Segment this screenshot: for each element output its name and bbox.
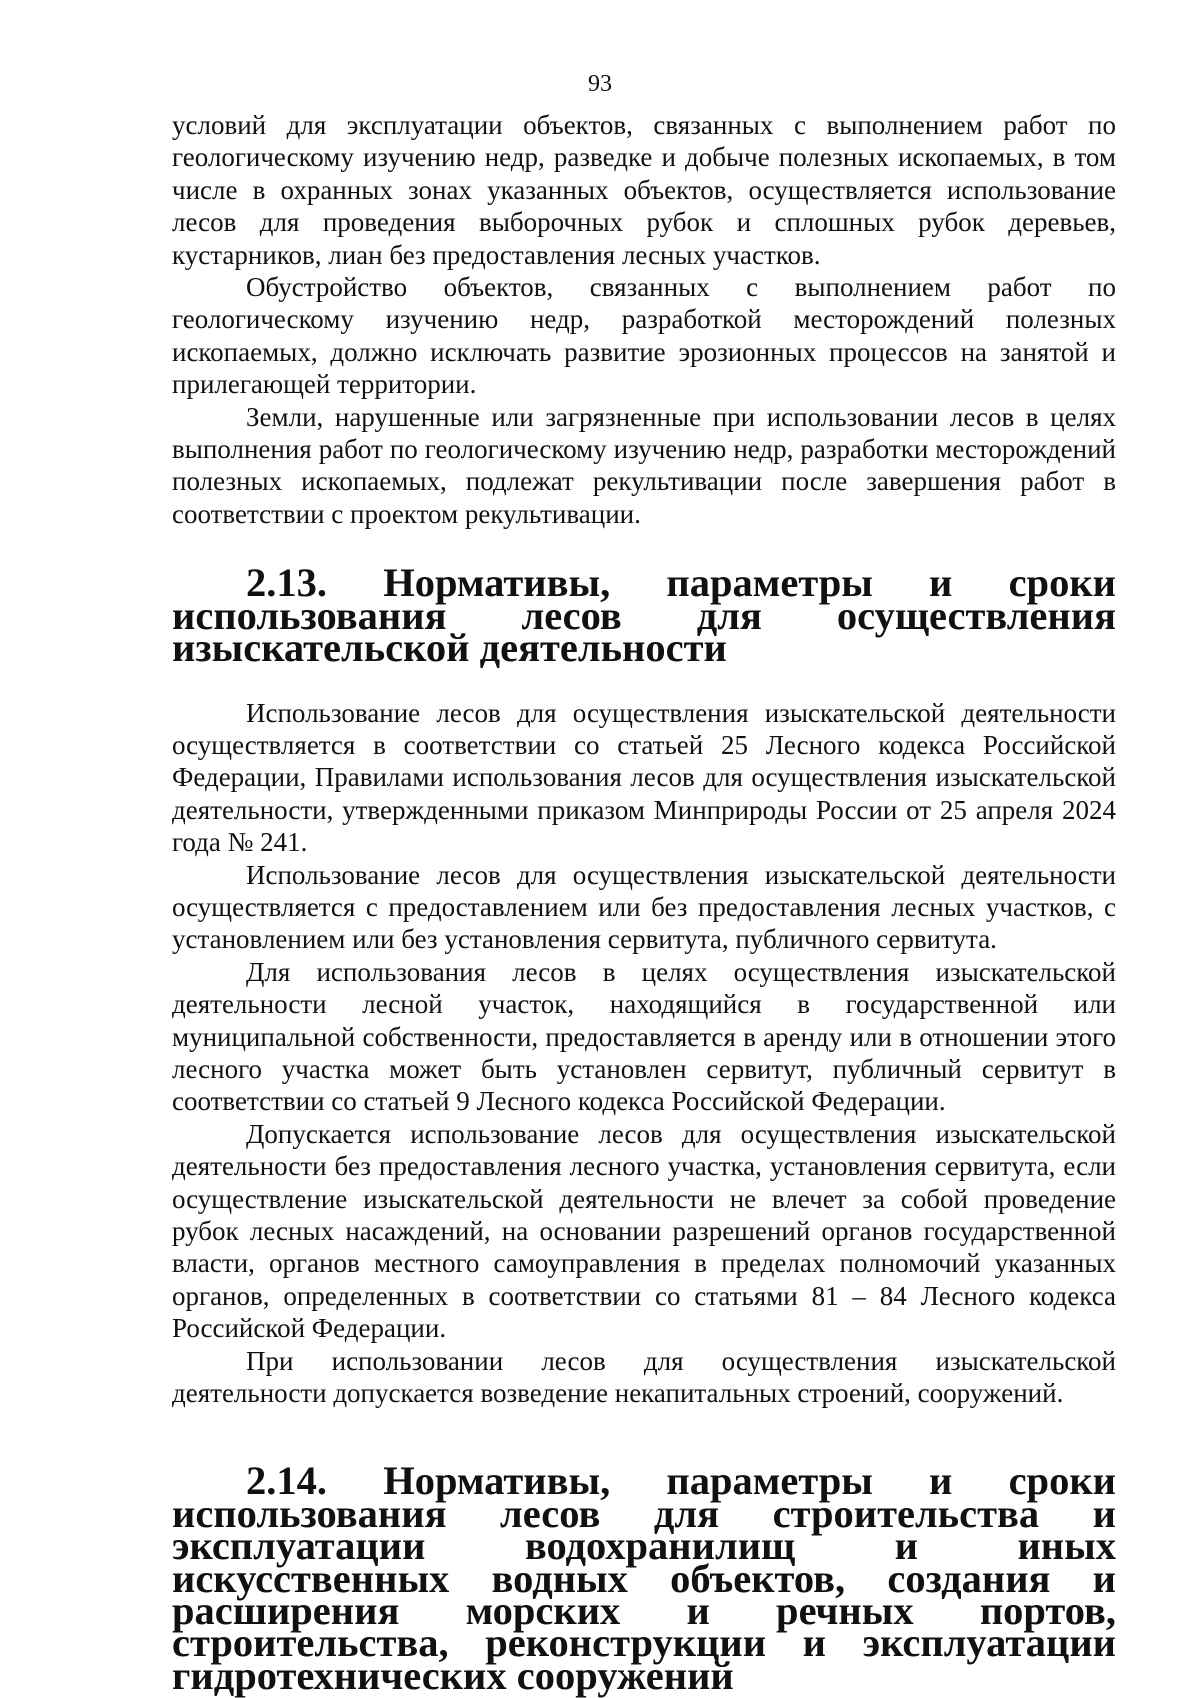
page-number: 93 — [588, 71, 612, 97]
paragraph: Для использования лесов в целях осуществления изыскательской деятельности лесной участок, находящийся в государственной или муниципальной собственности, предоставляется в аренду или в отношении этого лесного участка может быть установлен сервитут, публичный сервитут в соответствии со статьей 9 Лесного кодекса Российской Федерации. — [172, 956, 1116, 1117]
paragraph-continued: условий для эксплуатации объектов, связанных с выполнением работ по геологическому изучению недр, разведке и добыче полезных ископаемых, в том числе в охранных зонах указанных объектов, осуществляется использование лесов для проведения выборочных рубок и сплошных рубок деревьев, кустарников, лиан без предоставления лесных участков. — [172, 110, 1116, 270]
paragraph: Использование лесов для осуществления изыскательской деятельности осуществляется в соответствии со статьей 25 Лесного кодекса Российской Федерации, Правилами использования лесов для осуществления изыскательской деятельности, утвержденными приказом Минприроды России от 25 апреля 2024 года № 241. — [172, 697, 1116, 858]
paragraph: Использование лесов для осуществления изыскательской деятельности осуществляется с предоставлением или без предоставления лесных участков, с установлением или без установления сервитута, публичного сервитута. — [172, 859, 1116, 955]
section-heading-2-14: 2.14. Нормативы, параметры и сроки использования лесов для строительства и эксплуатации водохранилищ и иных искусственных водных объектов, создания и расширения морских и речных портов, строительства, реконструкции и эксплуатации гидротехнических сооружений — [172, 1458, 1116, 1698]
paragraph: Допускается использование лесов для осуществления изыскательской деятельности без предоставления лесного участка, установления сервитута, если осуществление изыскательской деятельности не влечет за собой проведение рубок лесных насаждений, на основании разрешений органов государственной власти, органов местного самоуправления в пределах полномочий указанных органов, определенных в соответствии со статьями 81 – 84 Лесного кодекса Российской Федерации. — [172, 1118, 1116, 1344]
paragraph: Обустройство объектов, связанных с выполнением работ по геологическому изучению недр, разработкой месторождений полезных ископаемых, должно исключать развитие эрозионных процессов на занятой и прилегающей территории. — [172, 272, 1116, 400]
section-heading-2-13: 2.13. Нормативы, параметры и сроки использования лесов для осуществления изыскательской деятельности — [172, 560, 1116, 671]
paragraph: При использовании лесов для осуществления изыскательской деятельности допускается возведение некапитальных строений, сооружений. — [172, 1345, 1116, 1409]
paragraph: Земли, нарушенные или загрязненные при использовании лесов в целях выполнения работ по геологическому изучению недр, разработки месторождений полезных ископаемых, подлежат рекультивации после завершения работ в соответствии с проектом рекультивации. — [172, 401, 1116, 529]
page-content — [172, 109, 1116, 1698]
